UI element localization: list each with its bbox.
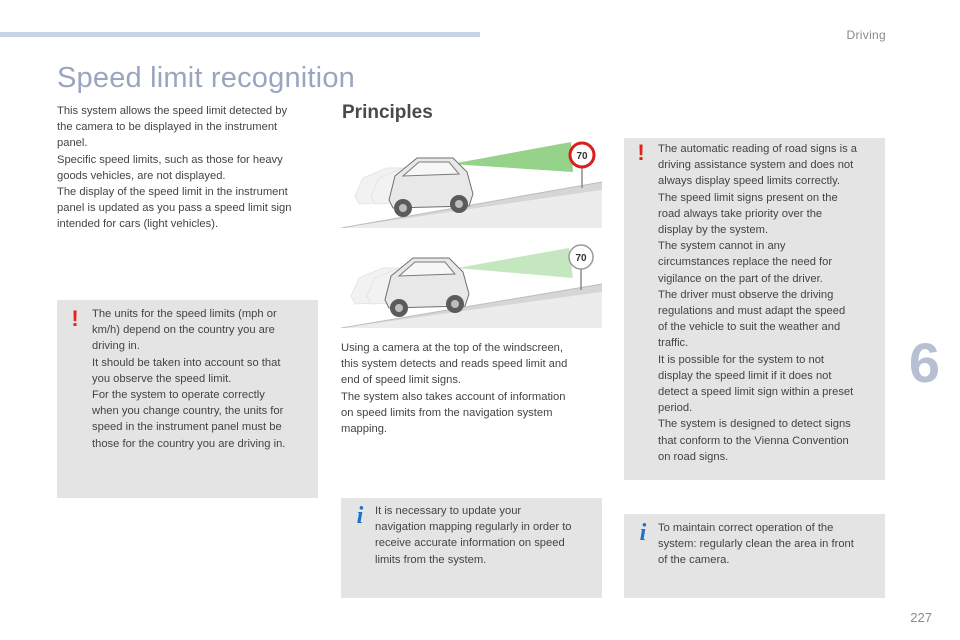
warning-icon: ! <box>71 306 79 331</box>
warning-icon: ! <box>637 140 645 165</box>
text-line: display by the system. <box>658 224 769 237</box>
camera-detection-illustration <box>341 138 602 228</box>
units-warning-box <box>57 300 318 498</box>
text-line: The system is designed to detect signs <box>658 418 851 431</box>
text-line: vigilance on the part of the driver. <box>658 272 823 285</box>
text-line: panel. <box>57 137 88 150</box>
intro-text <box>57 103 319 233</box>
running-header: Driving <box>846 28 886 42</box>
mapping-info-box <box>341 498 602 598</box>
text-line: panel is updated as you pass a speed limit sign <box>57 202 292 215</box>
page-title: Speed limit recognition <box>57 62 355 94</box>
text-line: navigation mapping regularly in order to <box>375 521 572 534</box>
text-line: this system detects and reads speed limit and <box>341 358 568 371</box>
text-line: of the camera. <box>658 554 730 567</box>
units-warning-text <box>92 306 312 452</box>
text-line: mapping. <box>341 423 388 436</box>
text-line: It is necessary to update your <box>375 505 522 517</box>
info-icon: i <box>639 520 647 546</box>
text-line: The speed limit signs present on the <box>658 191 838 204</box>
page-number: 227 <box>910 610 932 625</box>
text-line: regulations and must adapt the speed <box>658 305 846 318</box>
text-line: period. <box>658 402 693 415</box>
text-line: The automatic reading of road signs is a <box>658 143 857 155</box>
text-line: Specific speed limits, such as those for heavy <box>57 153 283 166</box>
mapping-info-text <box>375 503 597 568</box>
text-line: The units for the speed limits (mph or <box>92 308 277 320</box>
text-line: driving assistance system and does not <box>658 159 854 172</box>
speed-limit-sign-icon <box>570 143 594 167</box>
text-line: you observe the speed limit. <box>92 372 232 385</box>
text-line: on speed limits from the navigation system <box>341 406 553 419</box>
text-line: The system cannot in any <box>658 240 786 253</box>
reading-warning-box <box>624 138 885 480</box>
text-line: the camera to be displayed in the instrument <box>57 121 278 134</box>
chapter-number: 6 <box>908 331 940 394</box>
text-line: system: regularly clean the area in front <box>658 538 854 551</box>
text-line: that conform to the Vienna Convention <box>658 434 849 447</box>
text-line: receive accurate information on speed <box>375 537 565 550</box>
principles-text <box>341 340 601 437</box>
info-icon: i <box>356 503 364 529</box>
text-line: always display speed limits correctly. <box>658 175 840 188</box>
text-line: The system also takes account of information <box>341 390 566 403</box>
reading-warning-text <box>658 141 880 465</box>
text-line: speed in the instrument panel must be <box>92 421 282 434</box>
text-line: It is possible for the system to not <box>658 353 825 366</box>
sign-value: 70 <box>576 151 588 162</box>
header-accent-bar <box>0 32 480 37</box>
text-line: Using a camera at the top of the windscreen, <box>341 342 564 354</box>
text-line: For the system to operate correctly <box>92 389 265 402</box>
sign-value: 70 <box>575 253 587 264</box>
text-line: The driver must observe the driving <box>658 288 834 301</box>
text-line: on road signs. <box>658 450 729 463</box>
text-line: intended for cars (light vehicles). <box>57 218 219 231</box>
text-line: To maintain correct operation of the <box>658 522 834 534</box>
text-line: It should be taken into account so that <box>92 356 281 369</box>
text-line: those for the country you are driving in. <box>92 437 286 450</box>
text-line: driving in. <box>92 340 140 353</box>
text-line: road always take priority over the <box>658 207 823 220</box>
maintenance-info-box <box>624 514 885 598</box>
text-line: limits from the system. <box>375 553 487 566</box>
text-line: goods vehicles, are not displayed. <box>57 169 226 182</box>
text-line: This system allows the speed limit detected by <box>57 105 288 117</box>
text-line: The display of the speed limit in the instrument <box>57 186 288 199</box>
text-line: when you change country, the units for <box>92 405 284 418</box>
maintenance-info-text <box>658 520 880 569</box>
text-line: traffic. <box>658 337 689 350</box>
speed-limit-sign-icon <box>569 245 593 269</box>
camera-detection-illustration-2 <box>341 238 602 328</box>
text-line: display the speed limit if it does not <box>658 369 832 382</box>
text-line: km/h) depend on the country you are <box>92 324 275 337</box>
principles-heading: Principles <box>342 102 433 123</box>
text-line: detect a speed limit sign within a preset <box>658 386 854 399</box>
text-line: end of speed limit signs. <box>341 374 462 387</box>
text-line: circumstances replace the need for <box>658 256 833 269</box>
text-line: of the vehicle to suit the weather and <box>658 321 841 334</box>
